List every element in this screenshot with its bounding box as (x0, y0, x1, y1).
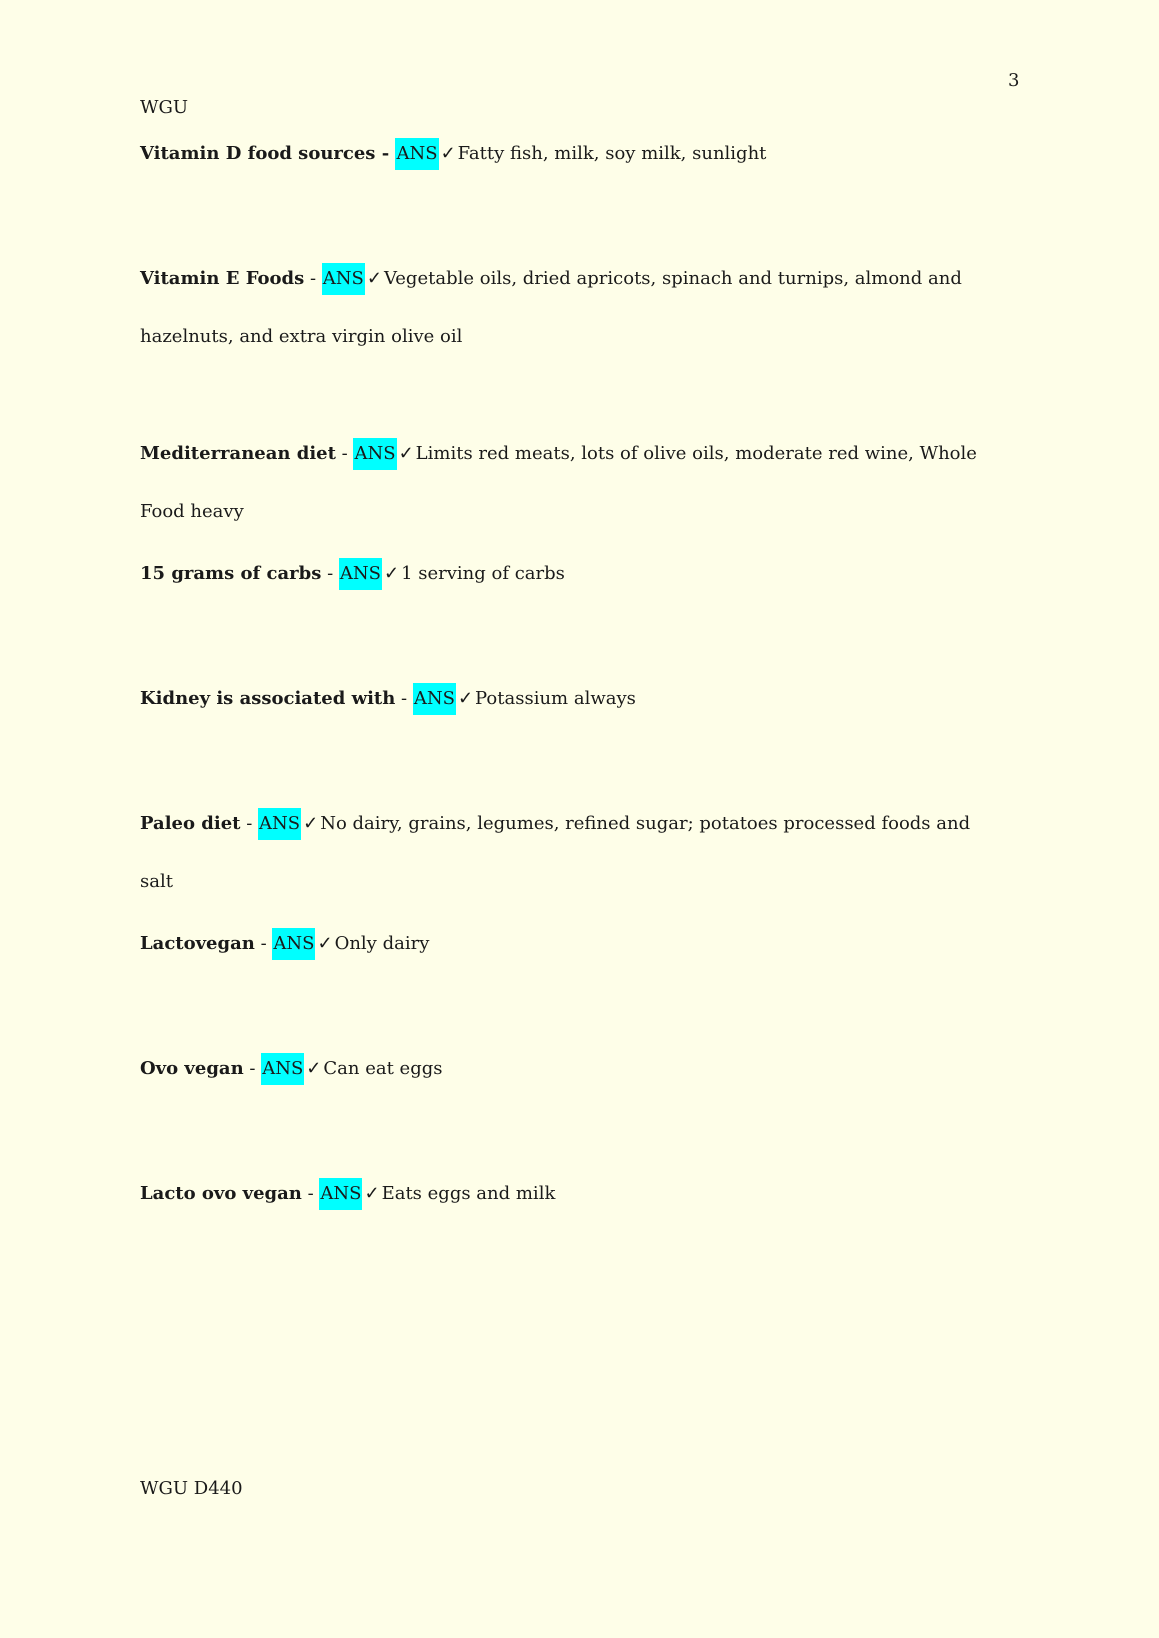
qa-entry-ovo-vegan (140, 1040, 1000, 1098)
entry-answer: Fatty fish, milk, soy milk, sunlight (457, 143, 767, 164)
check-icon: ✓ (366, 268, 382, 289)
entry-answer: 1 serving of carbs (401, 563, 565, 584)
entry-term: Ovo vegan (140, 1058, 244, 1079)
qa-entry-carbs (140, 545, 1000, 603)
entry-answer: Can eat eggs (323, 1058, 443, 1079)
check-icon: ✓ (364, 1183, 380, 1204)
ans-badge: ANS (272, 928, 315, 960)
check-icon: ✓ (317, 933, 333, 954)
check-icon: ✓ (440, 143, 456, 164)
qa-entry-kidney (140, 670, 1000, 728)
entry-term: Lacto ovo vegan (140, 1183, 302, 1204)
ans-badge: ANS (353, 438, 396, 470)
entry-separator: - (301, 1183, 320, 1204)
entry-answer: Only dairy (334, 933, 430, 954)
page-header: WGU (140, 97, 189, 118)
entry-term: Paleo diet (140, 813, 241, 834)
entry-term: Lactovegan (140, 933, 255, 954)
check-icon: ✓ (457, 688, 474, 709)
entry-term: Vitamin E Foods (140, 268, 305, 289)
qa-entry-lacto-ovo-vegan (140, 1165, 1000, 1223)
entry-term: Kidney is associated with (140, 688, 396, 709)
page-number: 3 (1008, 70, 1020, 91)
check-icon: ✓ (303, 813, 319, 834)
entry-separator: - (321, 563, 339, 584)
ans-badge: ANS (395, 138, 438, 170)
qa-entry-vitamin-e (140, 250, 1000, 366)
qa-entry-paleo (140, 795, 1000, 911)
entry-separator: - (335, 443, 354, 464)
entry-separator: - (254, 933, 273, 954)
entry-answer: No dairy, grains, legumes, refined sugar; potatoes processed foods and salt (140, 813, 971, 892)
ans-badge: ANS (339, 558, 382, 590)
check-icon: ✓ (383, 563, 400, 584)
qa-entry-mediterranean (140, 425, 1000, 541)
entry-separator: - (395, 688, 413, 709)
qa-entry-vitamin-d (140, 125, 1000, 183)
entry-answer: Limits red meats, lots of olive oils, moderate red wine, Whole Food heavy (140, 443, 977, 522)
entry-term: Vitamin D food sources (140, 143, 376, 164)
ans-badge: ANS (258, 808, 301, 840)
entry-answer: Potassium always (475, 688, 636, 709)
ans-badge: ANS (322, 263, 365, 295)
entry-answer: Vegetable oils, dried apricots, spinach and turnips, almond and hazelnuts, and extra virgin olive oil (140, 268, 962, 347)
entry-separator: - (243, 1058, 262, 1079)
page-footer: WGU D440 (140, 1478, 243, 1499)
ans-badge: ANS (261, 1053, 304, 1085)
check-icon: ✓ (306, 1058, 322, 1079)
check-icon: ✓ (398, 443, 414, 464)
entry-term: 15 grams of carbs (140, 563, 322, 584)
entry-separator: - (240, 813, 258, 834)
ans-badge: ANS (413, 683, 456, 715)
entry-answer: Eats eggs and milk (381, 1183, 556, 1204)
entry-separator: - (304, 268, 322, 289)
entry-term: Mediterranean diet (140, 443, 336, 464)
qa-entry-lactovegan (140, 915, 1000, 973)
entry-separator: - (375, 143, 396, 164)
ans-badge: ANS (319, 1178, 362, 1210)
